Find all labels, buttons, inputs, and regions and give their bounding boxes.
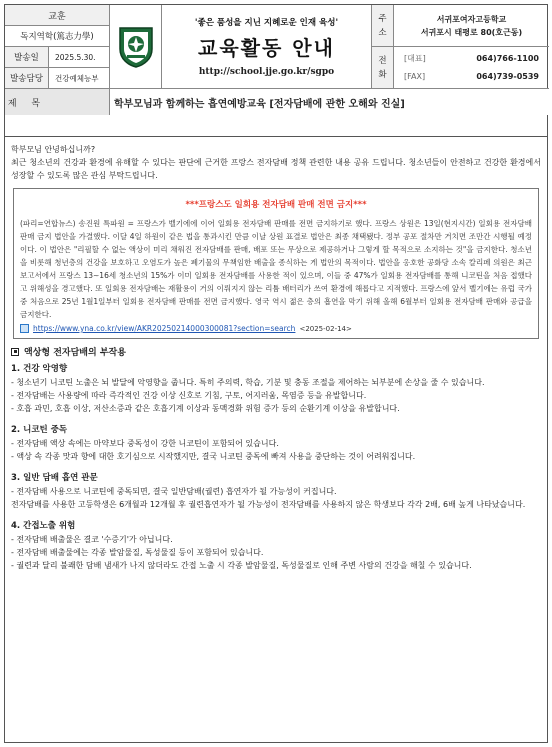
motto-label: 교훈 [5,5,110,26]
letter-body [4,137,548,743]
subsection-title: 3. 일반 담배 흡연 관문 [11,473,98,483]
section-title-text: 액상형 전자담배의 부작용 [24,348,126,358]
address [394,5,549,47]
list-item: - 전자담배는 사용량에 따라 즉각적인 건강 이상 신호로 기침, 구토, 어지러움, 목염증 등을 유발합니다. [11,391,367,400]
school-url: http://school.jje.go.kr/sgpo [198,67,335,77]
list-item: - 액상 속 각종 맛과 향에 대한 호기심으로 시작했지만, 결국 니코틴 중독에 빠져 사용을 중단하는 것이 어려워집니다. [11,452,416,461]
list-item: - 청소년기 니코틴 노출은 뇌 발달에 악영향을 줍니다. 특히 주의력, 학습, 기분 및 충동 조절을 제어하는 뇌부분에 손상을 줄 수 있습니다. [11,378,485,387]
news-body: (파리=연합뉴스) 송진원 특파원 = 프랑스가 벨기에에 이어 일회용 전자담배 판매를 전면 금지하기로 했다. 프랑스 상원은 13일(현지시간) 일회용 전자담배 판매 금지 법안을 가결했다. 이달 4일 하원이 같은 법을 통과시킨 만큼 이날 상원 표결로 법안은 최종 채택됐다. 정부 공포 절차만 거치면 조만간 시행될 예정이다. 이 법안은 "리필할 수 없는 액상이 미리 채워진 전자담배를 판매, 배포 또는 무상으로 제공하거나 그렇게 할 목적으로 소지하는 것"을 금지한다. 청소년을 비롯해 청년층의 건강을 보호하고 오염도가 높은 폐기물의 무책임한 배출을 종식하는 게 법안의 목적이다. 법안을 옹호한 공화당 소속 칼리페 의원은 최근 보고서에서 프랑스 13∼16세 청소년의 15%가 이미 일회용 전자담배를 사용한 적이 있으며, 이들 중 47%가 일회용 전자담배를 통해 니코틴을 처음 접했다고 위해성을 경고했다. 또 일회용 전자담배는 재활용이 거의 이뤄지지 않는 리튬 배터리가 쓰여 환경에 해롭다고 지적했다. 프랑스에 앞서 벨기에는 유럽 국가 중 처음으로 25년 1월1일부터 일회용 전자담배 판매를 전면 금지했다. 영국 역시 젊은 층의 흡연을 막기 위해 올해 6월부터 일회용 전자담배 판매와 공급을 금지한다. [20,219,532,319]
list-item: - 궐련과 달리 불쾌한 담배 냄새가 나지 않더라도 간접 노출 시 각종 발암물질, 독성물질로 인해 주변 사람의 건강을 해칠 수 있습니다. [11,561,472,570]
list-item: - 전자담배 배출물에는 각종 발암물질, 독성물질 등이 포함되어 있습니다. [11,548,264,557]
list-item: - 전자담배 사용으로 니코틴에 중독되면, 결국 일반담배(궐련) 흡연자가 될 가능성이 커집니다. [11,487,337,496]
address-label-2: 소 [378,27,387,38]
news-box [13,188,539,339]
pub-date-label: 발송일 [5,47,49,67]
subject-label-cell [5,89,110,115]
phone-block [394,47,549,89]
dept-row [5,68,110,89]
fax-row [404,68,539,86]
greeting: 학부모님 안녕하십니까? [11,145,96,154]
list-item: - 호흡 과민, 호흡 이상, 저산소증과 같은 호흡기계 이상과 동맥경화 위험 증가 등의 순환기계 이상을 유발합니다. [11,404,400,413]
tagline: '좋은 품성을 지닌 지혜로운 인재 육성' [194,18,339,28]
header-center [162,5,372,89]
dept-label: 발송담당 [5,68,49,88]
fax-key: [FAX] [404,71,426,81]
pub-date-row [5,47,110,68]
list-item: - 전자담배 배출물은 결코 '수증기'가 아닙니다. [11,535,173,544]
address-line-2: 서귀포시 태평로 80(호근동) [420,27,523,37]
phone-label-2: 화 [378,69,387,80]
subject: 학부모님과 함께하는 흡연예방교육 [전자담배에 관한 오해와 진실] [110,89,549,115]
subsection-title: 4. 간접노출 위험 [11,521,76,531]
list-item: 전자담배를 사용한 고등학생은 6개월과 12개월 후 궐련흡연자가 될 가능성이 전자담배를 사용하지 않은 학생보다 각각 2배, 6배 높게 나타났습니다. [11,500,526,509]
tel-key: [대표] [404,53,426,63]
dept-value: 건강예체능부 [55,73,99,83]
intro-paragraph: 최근 청소년의 건강과 환경에 유해할 수 있다는 판단에 근거한 프랑스 전자담배 정책 관련한 내용 공유 드립니다. 청소년들이 안전하고 건강한 환경에서 성장할 수 있도록 많은 관심 부탁드립니다. [11,158,541,180]
address-label-1: 주 [378,13,387,24]
tel-row [404,50,539,68]
phone-label-1: 전 [378,55,387,66]
subsection-title: 1. 건강 악영향 [11,364,68,374]
news-link[interactable]: https://www.yna.co.kr/view/AKR20250214000300081?section=search [33,324,296,333]
address-label [372,5,394,47]
page-title: 교육활동 안내 [198,36,335,60]
pub-date: 2025.5.30. [49,47,109,67]
school-motto: 독지역학(篤志力學) [5,26,110,47]
section-title [11,345,541,358]
fax-value: 064)739-0539 [476,71,539,81]
tel-value: 064)766-1100 [476,53,539,63]
news-link-row [20,324,532,333]
letter-header [4,4,548,137]
address-line-1: 서귀포여자고등학교 [436,14,507,24]
news-title: ***프랑스도 일회용 전자담배 판매 전면 금지*** [185,200,367,210]
news-date: <2025-02-14> [299,324,352,333]
list-item: - 전자담배 액상 속에는 마약보다 중독성이 강한 니코틴이 포함되어 있습니다. [11,439,279,448]
subject-label: 제 목 [7,98,47,109]
link-icon [20,324,29,333]
subsection-title: 2. 니코틴 중독 [11,425,68,435]
phone-label [372,47,394,89]
school-emblem-icon [110,5,162,89]
square-bullet-icon [11,348,19,356]
